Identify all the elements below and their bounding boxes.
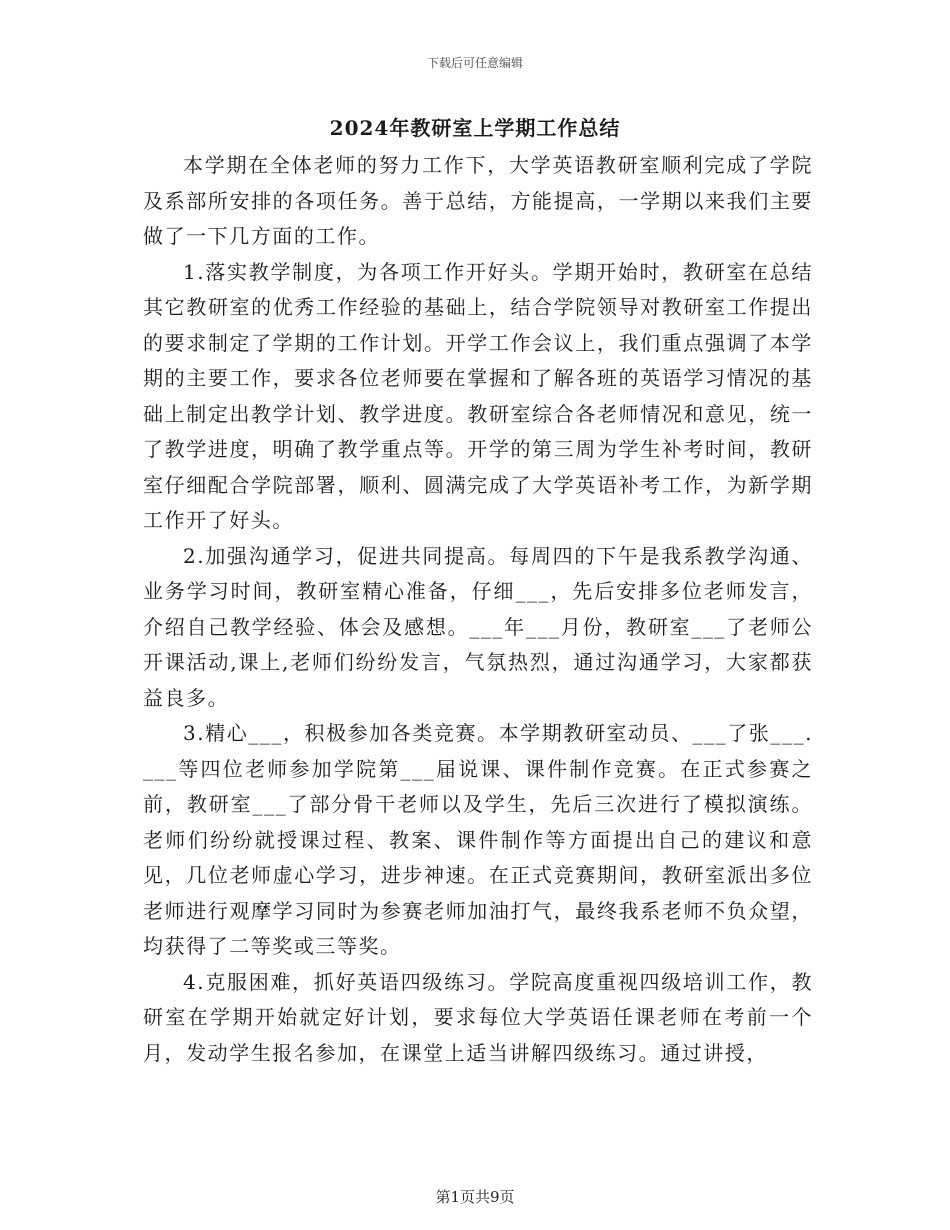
paragraph-1: 1.落实教学制度，为各项工作开好头。学期开始时，教研室在总结其它教研室的优秀工作经验的基础上，结合学院领导对教研室工作提出的要求制定了学期的工作计划。开学工作会议上，我们重点强调了本学期的主要工作，要求各位老师要在掌握和了解各班的英语学习情况的基础上制定出教学计划、教学进度。教研室综合各老师情况和意见，统一了教学进度，明确了教学重点等。开学的第三周为学生补考时间，教研室仔细配合学院部署，顺利、圆满完成了大学英语补考工作，为新学期工作开了好头。: [143, 259, 813, 532]
document-title: 2024年教研室上学期工作总结: [329, 116, 621, 140]
paragraph-intro: 本学期在全体老师的努力工作下，大学英语教研室顺利完成了学院及系部所安排的各项任务。善于总结，方能提高，一学期以来我们主要做了一下几方面的工作。: [143, 153, 813, 248]
paragraph-2: 2.加强沟通学习，促进共同提高。每周四的下午是我系教学沟通、业务学习时间，教研室精心准备，仔细___，先后安排多位老师发言，介绍自己教学经验、体会及感想。___年___月份，教研室___了老师公开课活动,课上,老师们纷纷发言，气氛热烈，通过沟通学习，大家都获益良多。: [143, 543, 813, 710]
paragraph-4: 4.克服困难，抓好英语四级练习。学院高度重视四级培训工作，教研室在学期开始就定好计划，要求每位大学英语任课老师在考前一个月，发动学生报名参加，在课堂上适当讲解四级练习。通过讲授，: [143, 969, 813, 1065]
page-number: 第1页共9页: [435, 1188, 515, 1206]
paragraph-3: 3.精心___，积极参加各类竞赛。本学期教研室动员、___了张___.___等四位老师参加学院第___届说课、课件制作竞赛。在正式参赛之前，教研室___了部分骨干老师以及学生，先后三次进行了模拟演练。老师们纷纷就授课过程、教案、课件制作等方面提出自己的建议和意见，几位老师虚心学习，进步神速。在正式竞赛期间，教研室派出多位老师进行观摩学习同时为参赛老师加油打气，最终我系老师不负众望，均获得了二等奖或三等奖。: [143, 721, 813, 958]
document-body: [143, 148, 813, 1071]
header-note: 下载后可任意编辑: [426, 56, 523, 70]
